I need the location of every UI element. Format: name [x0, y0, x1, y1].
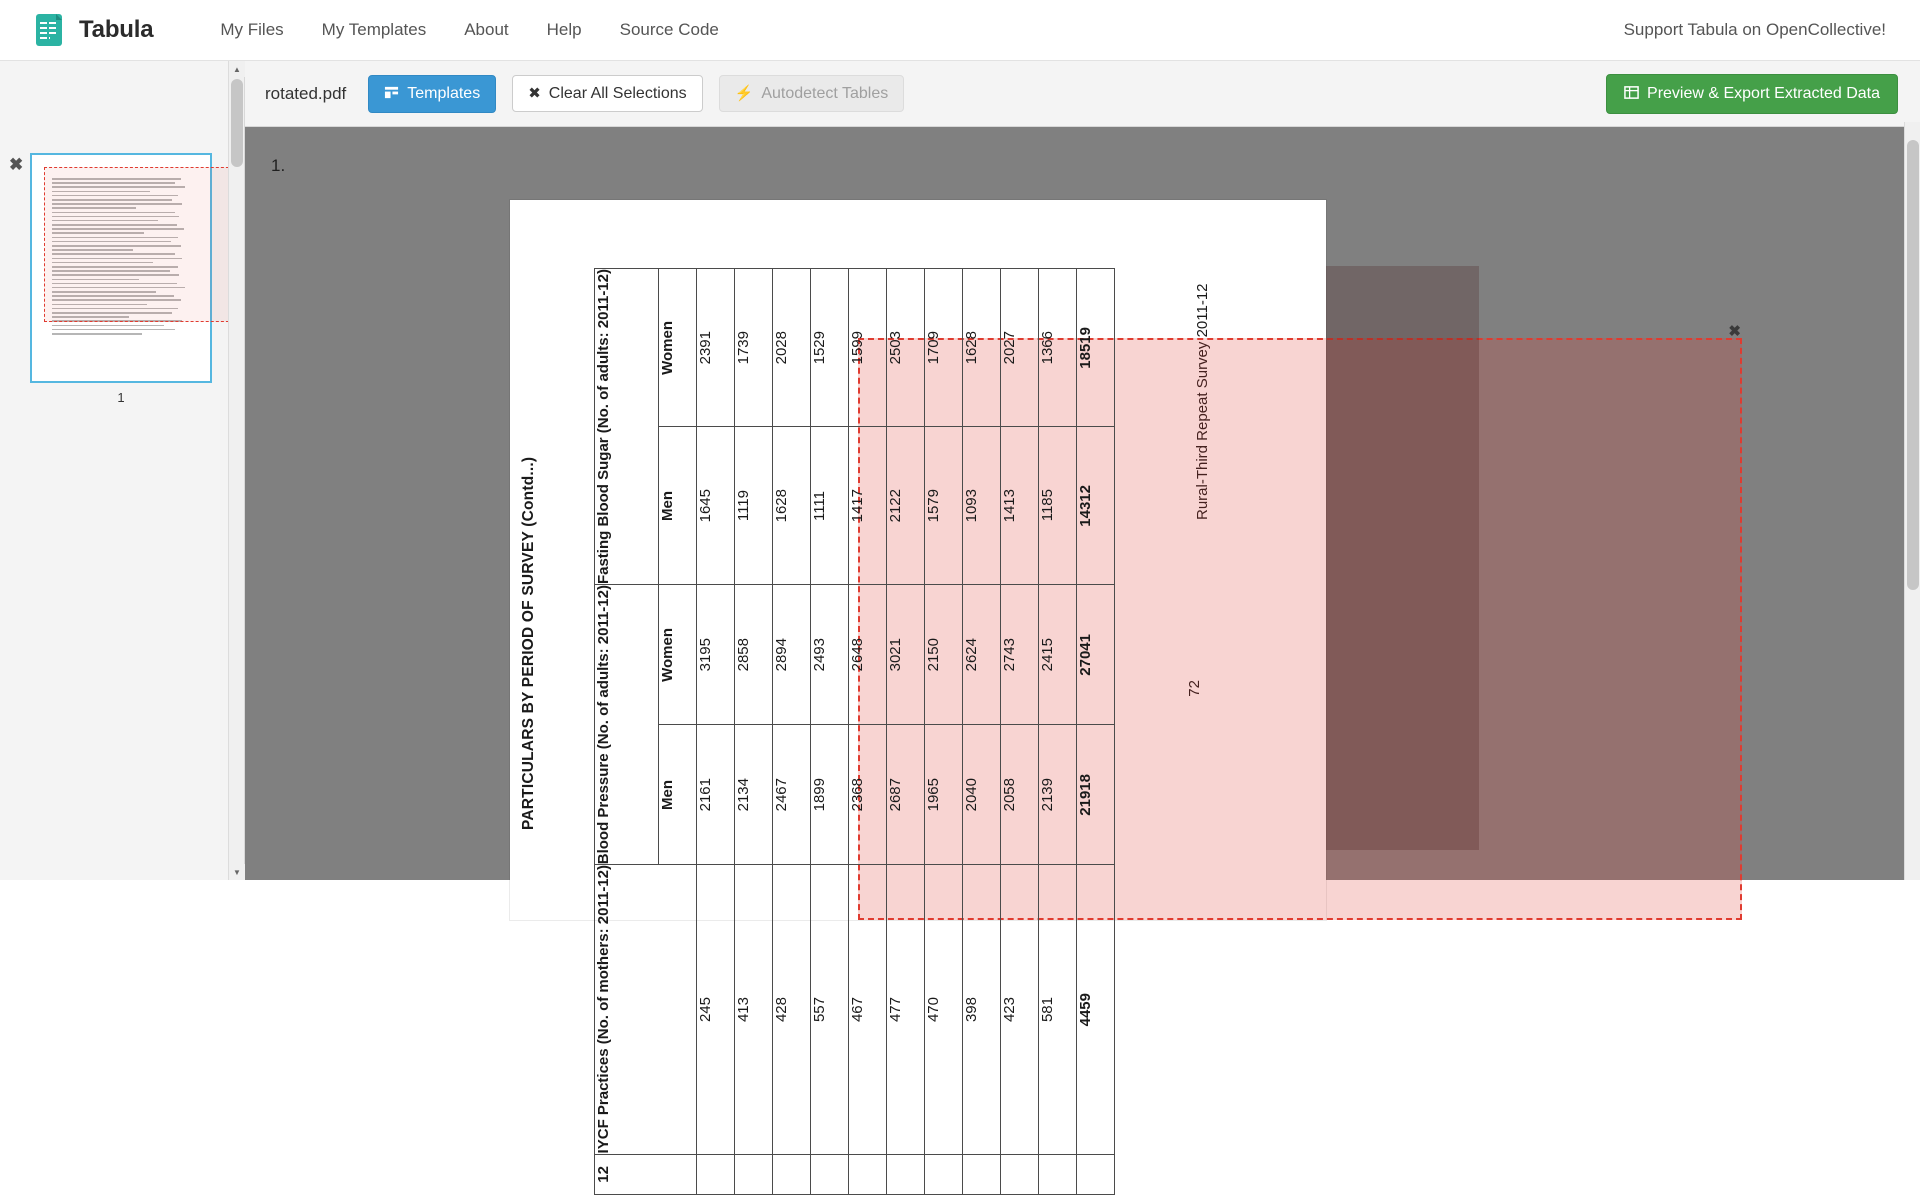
templates-button[interactable]: [368, 75, 496, 113]
total-cell: 27041: [1077, 633, 1094, 676]
cell: 3195: [697, 637, 714, 672]
close-icon[interactable]: ✖: [9, 155, 24, 174]
cell: 557: [811, 997, 828, 1023]
sidebar-scrollbar-thumb[interactable]: [231, 79, 243, 167]
group-title-blood-pressure: Blood Pressure (No. of adults: 2011-12): [595, 585, 612, 865]
cell: 245: [697, 997, 714, 1023]
cell: 1645: [697, 488, 714, 523]
preview-export-button[interactable]: [1606, 74, 1898, 114]
cell: 2858: [735, 637, 752, 672]
page-index-label: 1.: [271, 156, 286, 175]
cell: 1111: [811, 490, 828, 521]
table-row: [595, 427, 1115, 585]
thumbnail-sidebar: [0, 61, 245, 880]
cell: 1899: [811, 778, 828, 812]
nav-link-about[interactable]: About: [464, 20, 509, 39]
nav-link-my-files[interactable]: My Files: [220, 20, 284, 39]
page-scrollbar[interactable]: [1904, 122, 1920, 880]
total-cell: 4459: [1077, 992, 1094, 1027]
cell: 1366: [1039, 330, 1056, 365]
cell: 2467: [773, 778, 790, 812]
subcolumn-header: Women: [659, 320, 676, 375]
chevron-up-icon[interactable]: ▲: [229, 61, 245, 77]
preview-export-label: Preview & Export Extracted Data: [1647, 84, 1880, 102]
template-icon: [384, 85, 399, 103]
tabula-logo-icon: [34, 13, 68, 47]
total-cell: 14312: [1077, 484, 1094, 527]
brand[interactable]: [34, 13, 153, 47]
partial-row-label: 12: [595, 1165, 612, 1183]
clear-all-selections-button[interactable]: [512, 75, 702, 113]
clear-all-selections-label: Clear All Selections: [548, 84, 687, 102]
subcolumn-header: Men: [659, 779, 676, 810]
top-navbar: [0, 0, 1920, 61]
cell: 2122: [887, 488, 904, 523]
cell: 1579: [925, 488, 942, 523]
cell: 3021: [887, 637, 904, 672]
cell: 428: [773, 997, 790, 1023]
nav-links: [201, 10, 737, 50]
cell: 1413: [1001, 488, 1018, 523]
nav-link-source-code[interactable]: Source Code: [619, 20, 719, 39]
cell: 581: [1039, 997, 1056, 1023]
cell: 1093: [963, 488, 980, 523]
cell: 1709: [925, 330, 942, 365]
cell: 1965: [925, 778, 942, 812]
nav-link-my-templates[interactable]: My Templates: [321, 20, 427, 39]
templates-button-label: Templates: [407, 84, 481, 102]
file-name: rotated.pdf: [265, 83, 347, 103]
group-title-fasting-blood-sugar: Fasting Blood Sugar (No. of adults: 2011-12): [595, 269, 612, 585]
thumbnail-page-number: 1: [117, 390, 125, 405]
cell: 2743: [1001, 637, 1018, 672]
cell: 467: [849, 997, 866, 1023]
cell: 2391: [697, 330, 714, 365]
subcolumn-header: Women: [659, 627, 676, 682]
support-link[interactable]: Support Tabula on OpenCollective!: [1623, 20, 1886, 39]
thumbnail-page-1[interactable]: [30, 153, 212, 383]
cell: 1185: [1039, 489, 1056, 522]
cell: 413: [735, 997, 752, 1023]
editor-toolbar: [245, 61, 1920, 127]
group-title-iycf-practices: IYCF Practices (No. of mothers: 2011-12): [595, 865, 612, 1154]
cell: 2624: [963, 637, 980, 672]
table-row-partial: [595, 1154, 1115, 1194]
main-area: [245, 61, 1920, 1183]
pdf-page-number: 72: [1186, 680, 1203, 697]
table-row: [595, 865, 1115, 1154]
cell: 2687: [887, 778, 904, 812]
total-cell: 21918: [1077, 773, 1094, 816]
autodetect-tables-label: Autodetect Tables: [761, 84, 889, 102]
cell: 1119: [735, 489, 752, 522]
cell: 2493: [811, 637, 828, 672]
thumbnail-text-lines: [52, 178, 192, 337]
autodetect-tables-button[interactable]: [719, 75, 905, 113]
cell: 2368: [849, 778, 866, 812]
cell: 1529: [811, 330, 828, 365]
total-cell: 18519: [1077, 326, 1094, 369]
cell: 2040: [963, 778, 980, 812]
thumbnail-page-canvas: [40, 162, 202, 374]
table-row: [595, 585, 1115, 725]
page-scrollbar-thumb[interactable]: [1907, 140, 1919, 590]
body-wrapper: [0, 61, 1920, 1183]
chevron-down-icon[interactable]: ▼: [229, 864, 245, 880]
circle-x-icon: ✖: [528, 85, 541, 102]
cell: 2134: [735, 778, 752, 812]
thumbnail-item[interactable]: [30, 153, 212, 405]
cell: 477: [887, 997, 904, 1023]
cell: 2648: [849, 637, 866, 672]
cell: 1599: [849, 330, 866, 365]
table-row: [595, 725, 1115, 865]
cell: 1628: [963, 330, 980, 365]
lightning-bolt-icon: ⚡: [734, 85, 754, 102]
cell: 2161: [697, 778, 714, 812]
cell: 1739: [735, 330, 752, 365]
pdf-page[interactable]: [510, 200, 1741, 1183]
cell: 2150: [925, 637, 942, 672]
cell: 470: [925, 997, 942, 1023]
pdf-viewer[interactable]: [245, 128, 1920, 1183]
subcolumn-header: Men: [659, 490, 676, 521]
cell: 1417: [849, 488, 866, 523]
pdf-survey-label: Rural-Third Repeat Survey 2011-12: [1194, 283, 1211, 520]
cell: 398: [963, 997, 980, 1023]
pdf-section-title: PARTICULARS BY PERIOD OF SURVEY (Contd...): [520, 456, 537, 830]
cell: 2894: [773, 637, 790, 672]
cell: 2028: [773, 330, 790, 365]
cell: 423: [1001, 997, 1018, 1023]
nav-link-help[interactable]: Help: [546, 20, 582, 39]
sidebar-scrollbar[interactable]: [228, 61, 244, 880]
pdf-rotated-table: [594, 268, 1115, 1195]
cell: 2139: [1039, 778, 1056, 812]
brand-name: Tabula: [79, 16, 154, 43]
cell: 1628: [773, 488, 790, 523]
cell: 2503: [887, 330, 904, 365]
table-icon: [1624, 85, 1639, 103]
cell: 2415: [1039, 637, 1056, 672]
cell: 2058: [1001, 778, 1018, 812]
table-row: [595, 269, 1115, 427]
cell: 2027: [1001, 330, 1018, 365]
close-icon[interactable]: ✖: [1728, 323, 1741, 340]
